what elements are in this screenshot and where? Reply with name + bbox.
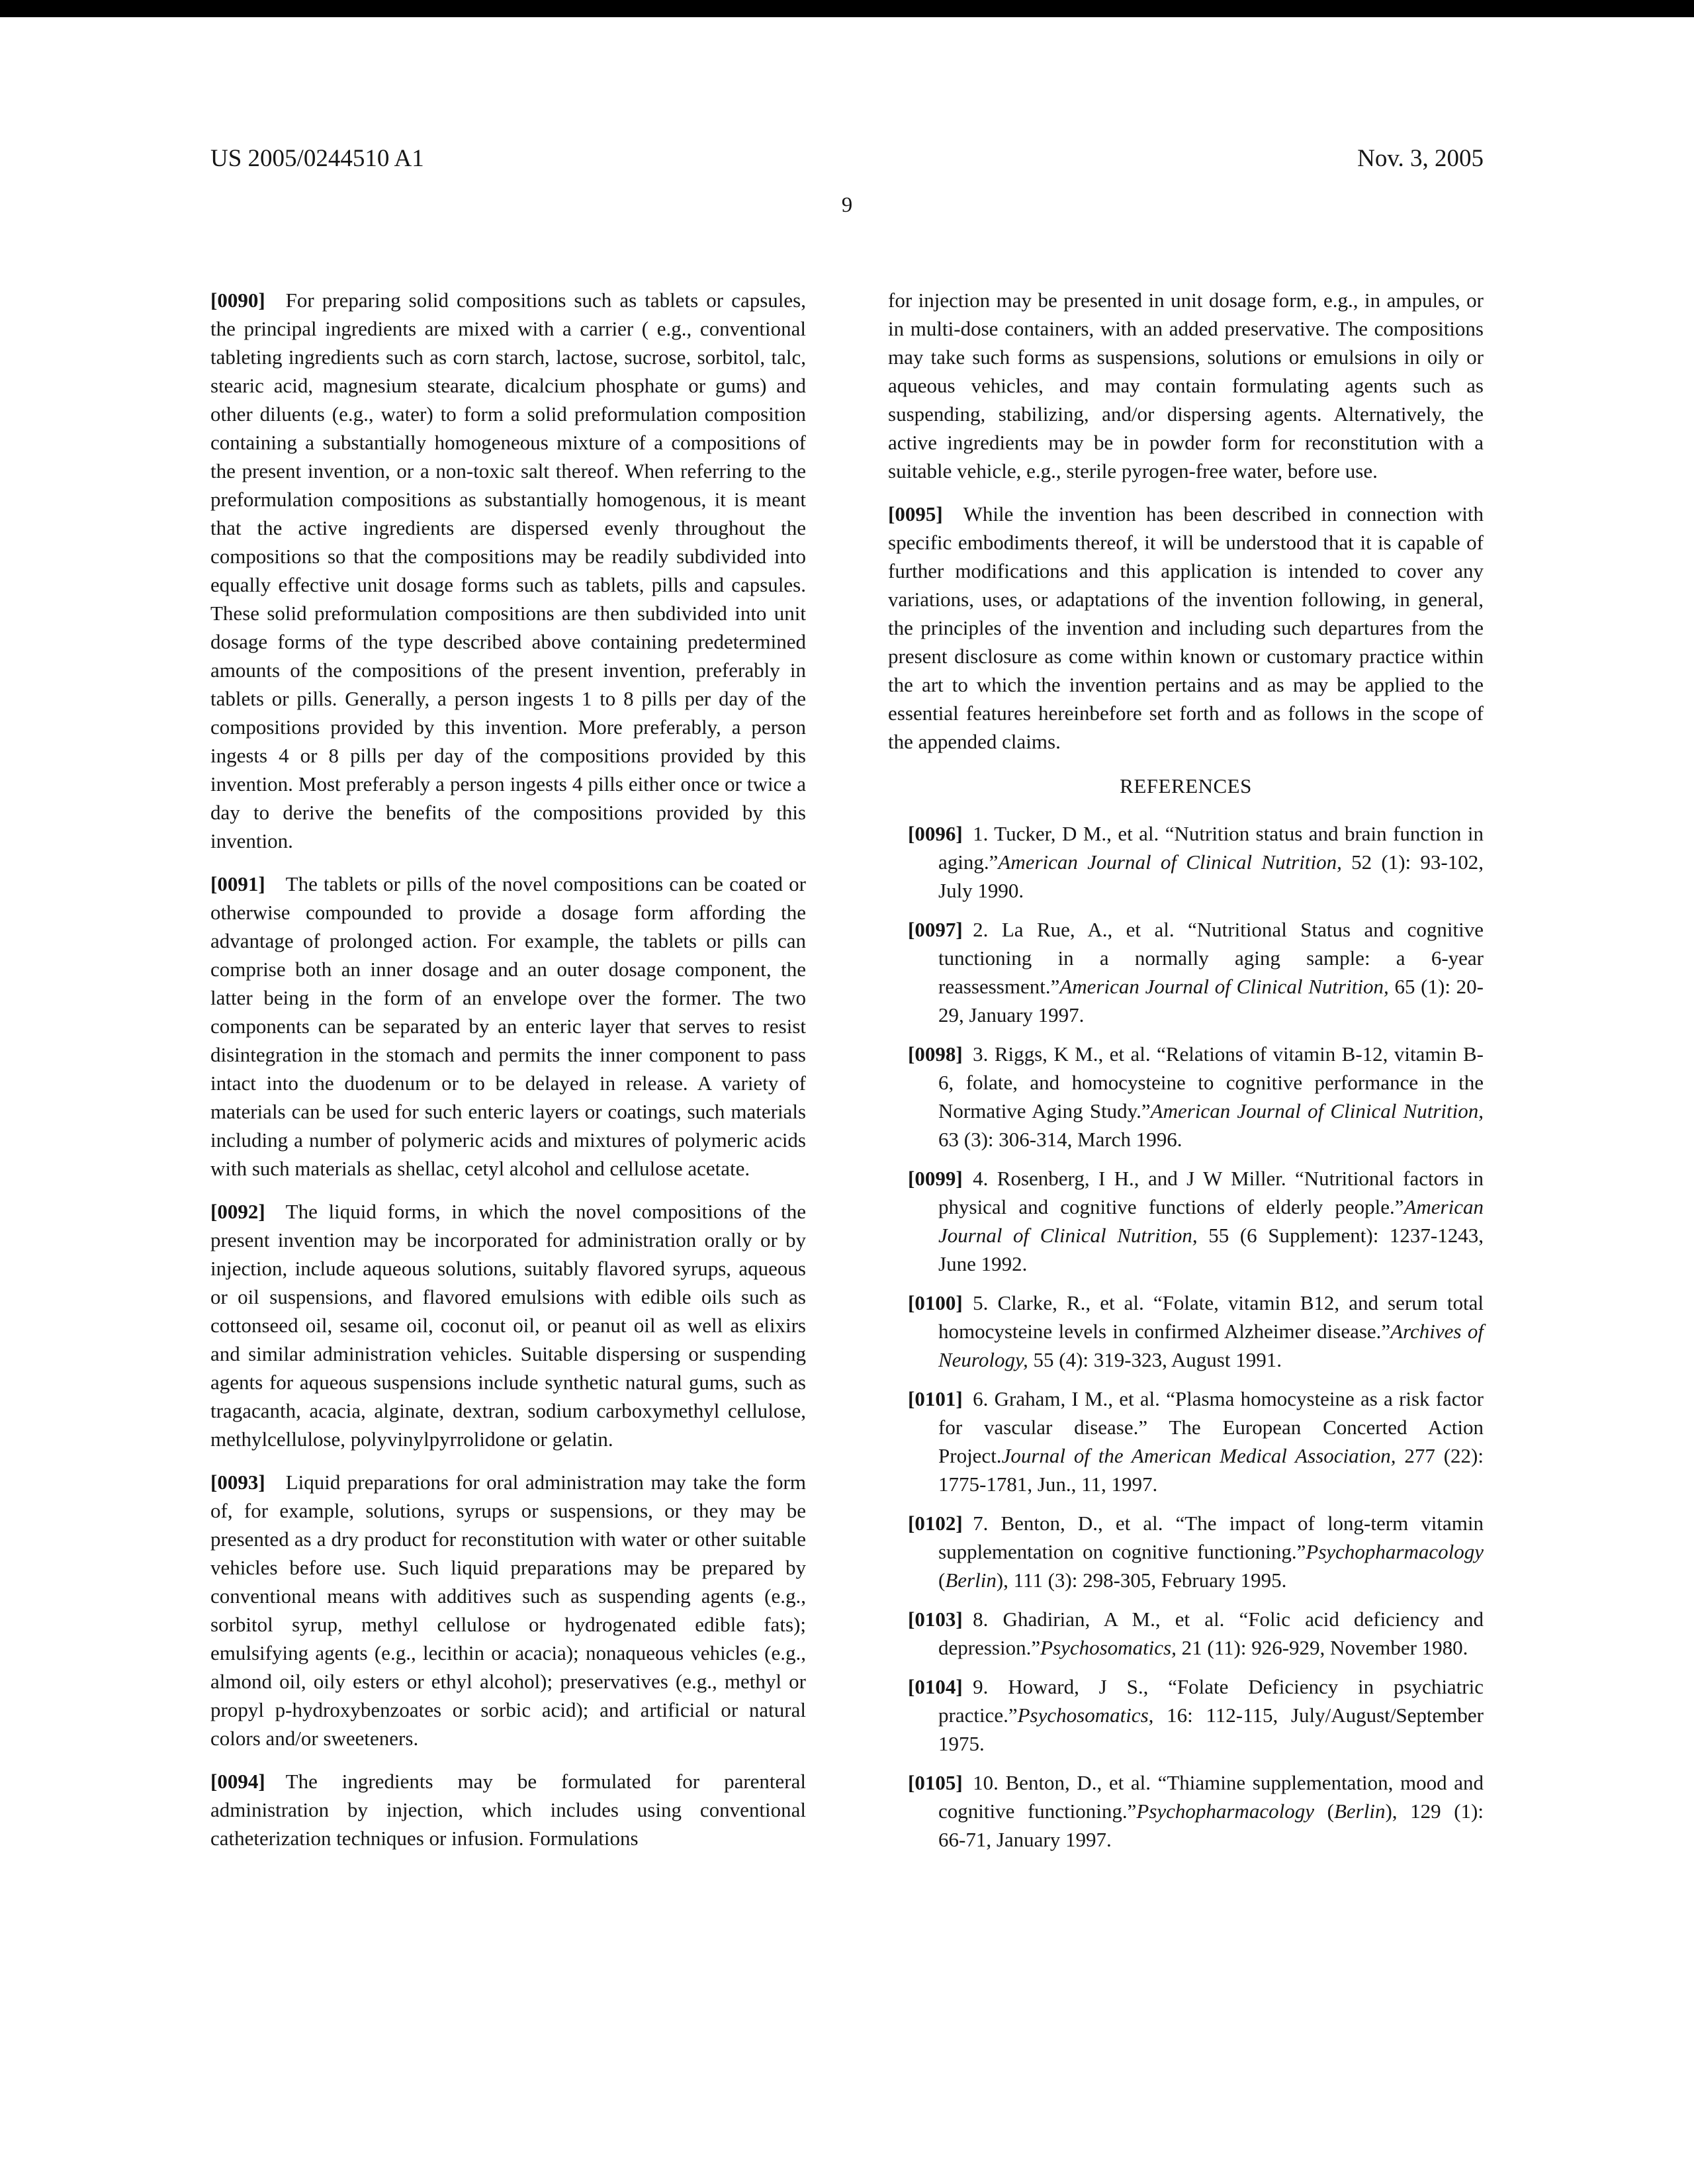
reference-text: 5. Clarke, R., et al. “Folate, vitamin B12, and serum total homocysteine levels in confirmed Alzheimer disease.”: [938, 1291, 1484, 1343]
reference-text: 10. Benton, D., et al. “Thiamine supplementation, mood and cognitive functioning.”: [938, 1771, 1484, 1823]
reference-0102: [888, 1509, 1484, 1594]
reference-journal: American Journal of Clinical Nutrition,: [1150, 1099, 1484, 1122]
references-list: [888, 819, 1484, 1854]
reference-text: 9. Howard, J S., “Folate Deficiency in psychiatric practice.”: [938, 1675, 1484, 1727]
reference-journal: Psychopharmacology: [1306, 1540, 1484, 1563]
right-column-paragraphs: [888, 500, 1484, 756]
reference-text: 63 (3): 306-314, March 1996.: [938, 1128, 1182, 1151]
reference-text: 55 (6 Supplement): 1237-1243, June 1992.: [938, 1224, 1484, 1275]
paragraph-tag: [0090]: [210, 289, 265, 312]
reference-0101: [888, 1385, 1484, 1498]
reference-0105: [888, 1768, 1484, 1854]
reference-text: ), 129 (1): 66-71, January 1997.: [938, 1799, 1484, 1851]
reference-journal: Psychosomatics,: [1040, 1636, 1177, 1659]
reference-journal: American Journal of Clinical Nutrition,: [1059, 975, 1389, 998]
reference-text: 8. Ghadirian, A M., et al. “Folic acid deficiency and depression.”: [938, 1608, 1484, 1659]
reference-0100: [888, 1289, 1484, 1374]
reference-tag: [0096]: [908, 822, 963, 845]
left-column: [210, 286, 806, 1867]
page-number: 9: [841, 193, 853, 217]
reference-text: (: [938, 1569, 946, 1592]
paragraph-tag: [0095]: [888, 502, 943, 525]
reference-journal: Berlin: [945, 1569, 997, 1592]
patent-number: US 2005/0244510 A1: [210, 145, 424, 172]
reference-text: 65 (1): 20-29, January 1997.: [938, 975, 1484, 1026]
paragraph-0090: [0090] For preparing solid compositions such as tablets or capsules, the principal ingredients are mixed with a carrier ( e.g., conventional tableting ingredients such as corn starch, lactose, sucrose, sorbitol, talc, stearic acid, magnesium stearate, dicalcium phosphate or gums) and other diluents (e.g., water) to form a solid preformulation composition containing a substantially homogeneous mixture of a compositions of the present invention, or a non-toxic salt thereof. When referring to the preformulation compositions as substantially homogenous, it is meant that the active ingredients are dispersed evenly throughout the compositions so that the compositions may be readily subdivided into equally effective unit dosage forms such as tablets, pills and capsules. These solid preformulation compositions are then subdivided into unit dosage forms of the type described above containing predetermined amounts of the compositions of the present invention, preferably in tablets or pills. Generally, a person ingests 1 to 8 pills per day of the compositions provided by this invention. More preferably, a person ingests 4 or 8 pills per day of the compositions provided by this invention. Most preferably a person ingests 4 pills either once or twice a day to derive the benefits of the compositions provided by this invention.: [210, 289, 806, 852]
reference-text: 3. Riggs, K M., et al. “Relations of vitamin B-12, vitamin B-6, folate, and homocysteine to cognitive performance in the Normative Aging Study.”: [938, 1042, 1484, 1122]
reference-tag: [0100]: [908, 1291, 963, 1314]
reference-text: 52 (1): 93-102, July 1990.: [938, 850, 1484, 902]
page-header: [210, 144, 1484, 173]
reference-0104: [888, 1672, 1484, 1758]
reference-tag: [0102]: [908, 1512, 963, 1535]
reference-text: 7. Benton, D., et al. “The impact of long-term vitamin supplementation on cognitive functioning.”: [938, 1512, 1484, 1563]
paragraph-0095: [0095] While the invention has been described in connection with specific embodiments thereof, it will be understood that it is capable of further modifications and this application is intended to cover any variations, uses, or adaptations of the invention following, in general, the principles of the invention and including such departures from the present disclosure as come within known or customary practice within the art to which the invention pertains and as may be applied to the essential features hereinbefore set forth and as follows in the scope of the appended claims.: [888, 502, 1484, 753]
reference-journal: Psychopharmacology: [1136, 1799, 1315, 1823]
reference-tag: [0098]: [908, 1042, 963, 1066]
paragraph-tag: [0092]: [210, 1200, 265, 1223]
reference-0103: [888, 1605, 1484, 1662]
reference-0098: [888, 1040, 1484, 1154]
reference-tag: [0099]: [908, 1167, 963, 1190]
right-column: [888, 286, 1484, 1867]
publication-date: Nov. 3, 2005: [1357, 145, 1484, 172]
reference-journal: American Journal of Clinical Nutrition,: [938, 1195, 1484, 1247]
two-column-body: [210, 286, 1484, 1867]
references-heading: REFERENCES: [1120, 774, 1252, 797]
paragraph-0091: [0091] The tablets or pills of the novel compositions can be coated or otherwise compounded to provide a dosage form affording the advantage of prolonged action. For example, the tablets or pills can comprise both an inner dosage and an outer dosage component, the latter being in the form of an envelope over the former. The two components can be separated by an enteric layer that serves to resist disintegration in the stomach and permits the inner component to pass intact into the duodenum or to be delayed in release. A variety of materials can be used for such enteric layers or coatings, such materials including a number of polymeric acids and mixtures of polymeric acids with such materials as shellac, cetyl alcohol and cellulose acetate.: [210, 872, 806, 1180]
reference-text: (: [1314, 1799, 1334, 1823]
reference-text: 1. Tucker, D M., et al. “Nutrition status and brain function in aging.”: [938, 822, 1484, 874]
reference-journal: Archives of Neurology,: [938, 1320, 1484, 1371]
paragraph-tag: [0093]: [210, 1471, 265, 1494]
paragraph-0094: [0094] The ingredients may be formulated for parenteral administration by injection, which includes using conventional catheterization techniques or infusion. Formulations: [210, 1770, 806, 1850]
paragraph-0093: [0093] Liquid preparations for oral administration may take the form of, for example, solutions, syrups or suspensions, or they may be presented as a dry product for reconstitution with water or other suitable vehicles before use. Such liquid preparations may be prepared by conventional means with additives such as suspending agents (e.g., sorbitol syrup, methyl cellulose or hydrogenated edible fats); emulsifying agents (e.g., lecithin or acacia); nonaqueous vehicles (e.g., almond oil, oily esters or ethyl alcohol); preservatives (e.g., methyl or propyl p-hydroxybenzoates or sorbic acid); and artificial or natural colors and/or sweeteners.: [210, 1471, 806, 1750]
reference-journal: Journal of the American Medical Association,: [1001, 1444, 1396, 1467]
reference-text: 16: 112-115, July/August/September 1975.: [938, 1704, 1484, 1755]
reference-text: 4. Rosenberg, I H., and J W Miller. “Nutritional factors in physical and cognitive functions of elderly people.”: [938, 1167, 1484, 1218]
reference-journal: Psychosomatics,: [1017, 1704, 1154, 1727]
reference-text: 277 (22): 1775-1781, Jun., 11, 1997.: [938, 1444, 1484, 1496]
reference-0099: [888, 1164, 1484, 1278]
paragraph-0094-continuation: for injection may be presented in unit dosage form, e.g., in ampules, or in multi-dose containers, with an added preservative. The compositions may take such forms as suspensions, solutions or emulsions in oily or aqueous vehicles, and may contain formulating agents such as suspending, stabilizing, and/or dispersing agents. Alternatively, the active ingredients may be in powder form for reconstitution with a suitable vehicle, e.g., sterile pyrogen-free water, before use.: [888, 289, 1484, 482]
reference-text: 55 (4): 319-323, August 1991.: [1028, 1348, 1282, 1371]
reference-text: 2. La Rue, A., et al. “Nutritional Status and cognitive tunctioning in a normally aging sample: a 6-year reassessment.”: [938, 918, 1484, 998]
reference-journal: Berlin: [1333, 1799, 1386, 1823]
reference-0096: [888, 819, 1484, 905]
reference-tag: [0104]: [908, 1675, 963, 1698]
reference-text: ), 111 (3): 298-305, February 1995.: [996, 1569, 1287, 1592]
paragraph-tag: [0094]: [210, 1770, 265, 1793]
reference-journal: American Journal of Clinical Nutrition,: [998, 850, 1342, 874]
paragraph-0092: [0092] The liquid forms, in which the novel compositions of the present invention may be incorporated for administration orally or by injection, include aqueous solutions, suitably flavored syrups, aqueous or oil suspensions, and flavored emulsions with edible oils such as cottonseed oil, sesame oil, coconut oil, or peanut oil as well as elixirs and similar administration vehicles. Suitable dispersing or suspending agents for aqueous suspensions include synthetic natural gums, such as tragacanth, acacia, alginate, dextran, sodium carboxymethyl cellulose, methylcellulose, polyvinylpyrrolidone or gelatin.: [210, 1200, 806, 1451]
paragraph-tag: [0091]: [210, 872, 265, 895]
reference-text: 21 (11): 926-929, November 1980.: [1176, 1636, 1468, 1659]
reference-tag: [0101]: [908, 1387, 963, 1410]
scan-border-top: [0, 0, 1694, 17]
reference-tag: [0103]: [908, 1608, 963, 1631]
reference-tag: [0097]: [908, 918, 963, 941]
reference-tag: [0105]: [908, 1771, 963, 1794]
reference-text: 6. Graham, I M., et al. “Plasma homocysteine as a risk factor for vascular disease.” The European Concerted Action Project.: [938, 1387, 1484, 1467]
reference-0097: [888, 915, 1484, 1029]
